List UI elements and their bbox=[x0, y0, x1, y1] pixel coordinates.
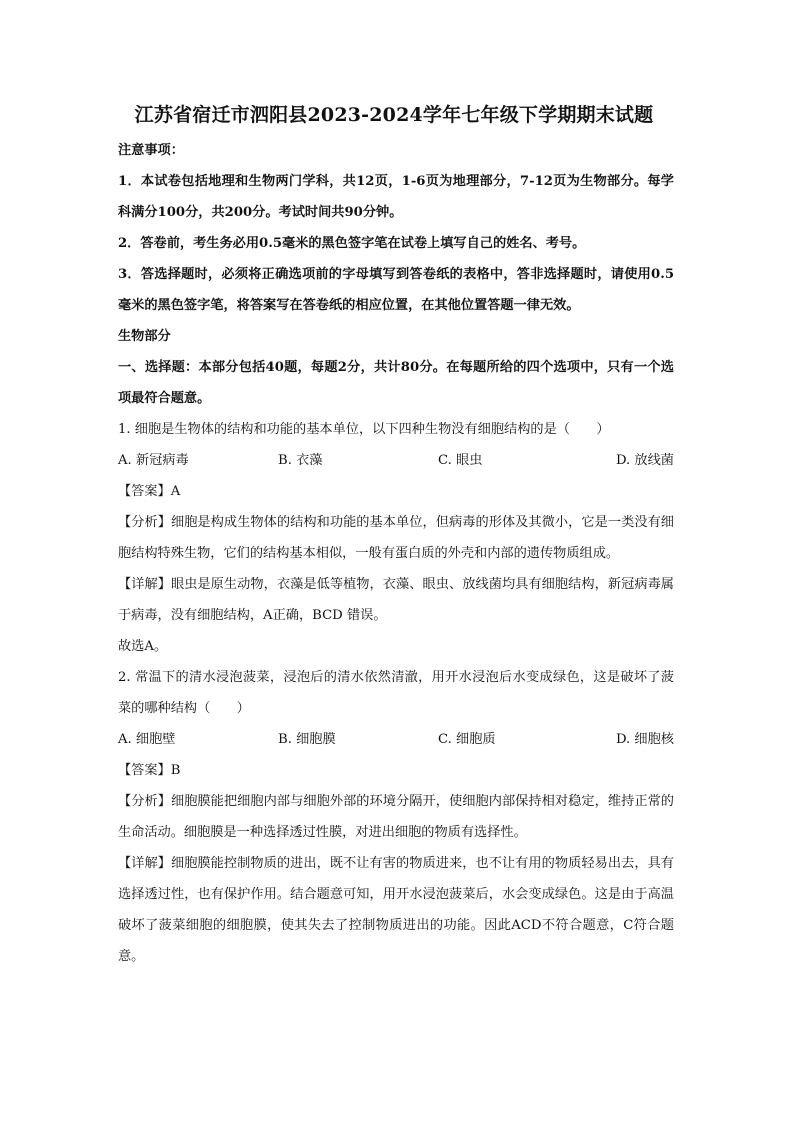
analysis-paragraph: 【分析】细胞膜能把细胞内部与细胞外部的环境分隔开，使细胞内部保持相对稳定，维持正常的生命活动。细胞膜是一种选择透过性膜，对进出细胞的物质有选择性。 bbox=[118, 794, 674, 840]
notice-heading: 注意事项： bbox=[118, 143, 184, 158]
analysis-paragraph: 【分析】细胞是构成生物体的结构和功能的基本单位，但病毒的形体及其微小，它是一类没有细胞结构特殊生物，它们的结构基本相似，一般有蛋白质的外壳和内部的遗传物质组成。 bbox=[118, 515, 674, 561]
section-label: 生物部分 bbox=[118, 329, 171, 344]
option-b: B. 细胞膜 bbox=[278, 732, 336, 747]
detail-paragraph: 【详解】眼虫是原生动物，衣藻是低等植物，衣藻、眼虫、放线菌均具有细胞结构，新冠病毒属于病毒，没有细胞结构，A正确，BCD 错误。 bbox=[118, 577, 674, 623]
question-options bbox=[118, 724, 674, 755]
part-heading: 一、选择题：本部分包括40题，每题2分，共计80分。在每题所给的四个选项中，只有一个选项最符合题意。 bbox=[118, 360, 674, 406]
question-2 bbox=[118, 662, 674, 972]
conclusion-line: 故选A。 bbox=[118, 639, 168, 654]
answer-line: 【答案】A bbox=[118, 484, 181, 499]
notice-item-2: 2．答卷前，考生务必用0.5毫米的黑色签字笔在试卷上填写自己的姓名、考号。 bbox=[118, 236, 586, 251]
question-options bbox=[118, 445, 674, 476]
option-d: D. 细胞核 bbox=[615, 732, 674, 747]
option-c: C. 细胞质 bbox=[438, 732, 496, 747]
document-page bbox=[118, 100, 674, 972]
notice-item-3: 3．答选择题时，必须将正确选项前的字母填写到答卷纸的表格中，答非选择题时，请使用0.5毫米的黑色签字笔，将答案写在答卷纸的相应位置，在其他位置答题一律无效。 bbox=[118, 267, 674, 313]
question-stem: 2. 常温下的清水浸泡菠菜，浸泡后的清水依然清澈，用开水浸泡后水变成绿色，这是破坏了菠菜的哪种结构（ ） bbox=[118, 670, 674, 716]
question-stem: 1. 细胞是生物体的结构和功能的基本单位，以下四种生物没有细胞结构的是（ ） bbox=[118, 422, 610, 437]
option-a: A. 细胞壁 bbox=[118, 732, 176, 747]
exam-title: 江苏省宿迁市泗阳县2023-2024学年七年级下学期期末试题 bbox=[134, 104, 654, 126]
answer-line: 【答案】B bbox=[118, 763, 181, 778]
question-1 bbox=[118, 414, 674, 662]
option-d: D. 放线菌 bbox=[615, 453, 674, 468]
option-b: B. 衣藻 bbox=[278, 453, 323, 468]
notice-item-1: 1．本试卷包括地理和生物两门学科，共12页，1-6页为地理部分，7-12页为生物部分。每学科满分100分，共200分。考试时间共90分钟。 bbox=[118, 174, 674, 220]
option-a: A. 新冠病毒 bbox=[118, 453, 189, 468]
detail-paragraph: 【详解】细胞膜能控制物质的进出，既不让有害的物质进来，也不让有用的物质轻易出去，具有选择透过性，也有保护作用。结合题意可知，用开水浸泡菠菜后，水会变成绿色。这是由于高温破坏了菠菜细胞的细胞膜，使其失去了控制物质进出的功能。因此ACD不符合题意，C符合题意。 bbox=[118, 856, 674, 964]
option-c: C. 眼虫 bbox=[438, 453, 483, 468]
